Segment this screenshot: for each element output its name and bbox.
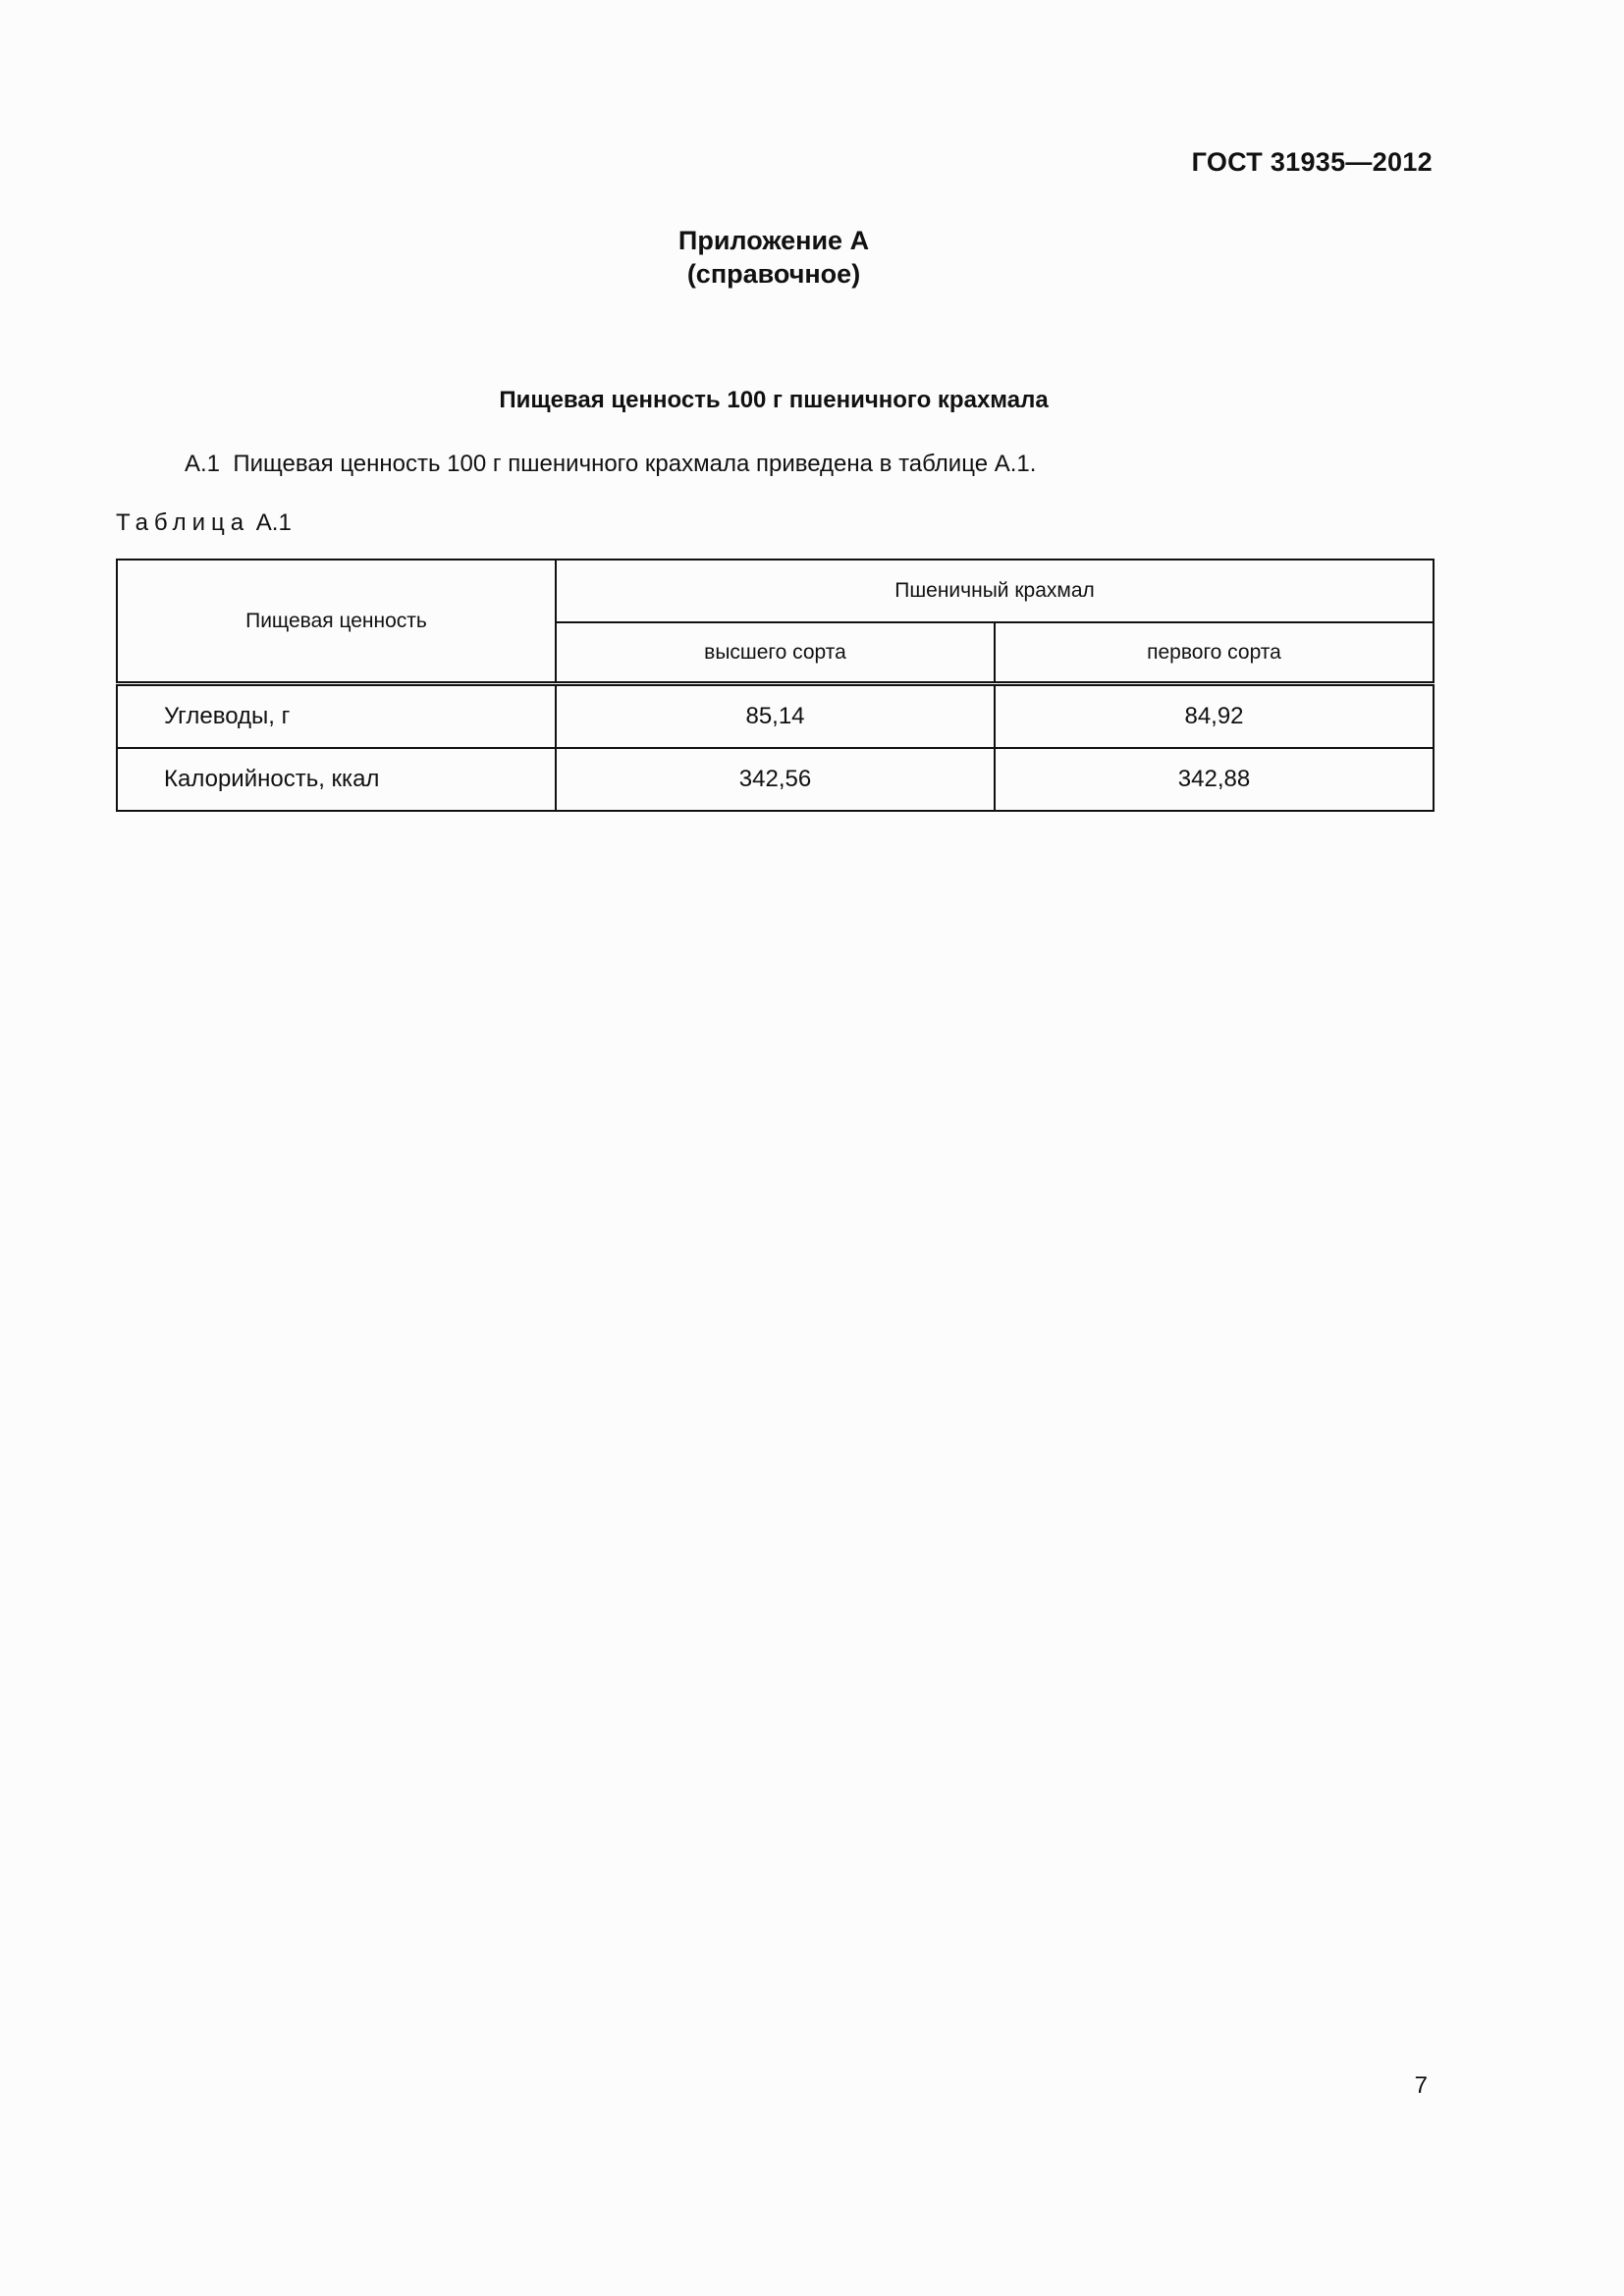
header-premium-grade: высшего сорта — [556, 622, 995, 684]
table-caption-word: Таблица — [116, 509, 250, 536]
nutrition-table — [116, 559, 1435, 812]
table-caption — [116, 509, 292, 537]
header-nutrition-value: Пищевая ценность — [117, 560, 556, 684]
paragraph-a1: А.1 Пищевая ценность 100 г пшеничного крахмала приведена в таблице А.1. — [185, 451, 1037, 477]
row-value-premium: 85,14 — [556, 684, 995, 749]
appendix-subtitle: (справочное) — [686, 259, 861, 289]
table-caption-number: А.1 — [255, 509, 292, 536]
appendix-title: Приложение А — [677, 226, 870, 255]
row-name: Углеводы, г — [117, 684, 556, 749]
table-row — [117, 748, 1434, 811]
header-first-grade: первого сорта — [995, 622, 1434, 684]
appendix-heading — [0, 224, 1547, 291]
row-value-first: 342,88 — [995, 748, 1434, 811]
row-value-premium: 342,56 — [556, 748, 995, 811]
document-code: ГОСТ 31935—2012 — [1191, 147, 1433, 177]
header-wheat-starch: Пшеничный крахмал — [556, 560, 1434, 622]
row-name: Калорийность, ккал — [117, 748, 556, 811]
table-row — [117, 684, 1434, 749]
section-title: Пищевая ценность 100 г пшеничного крахмала — [499, 387, 1049, 413]
row-value-first: 84,92 — [995, 684, 1434, 749]
page-number: 7 — [1414, 2072, 1428, 2099]
